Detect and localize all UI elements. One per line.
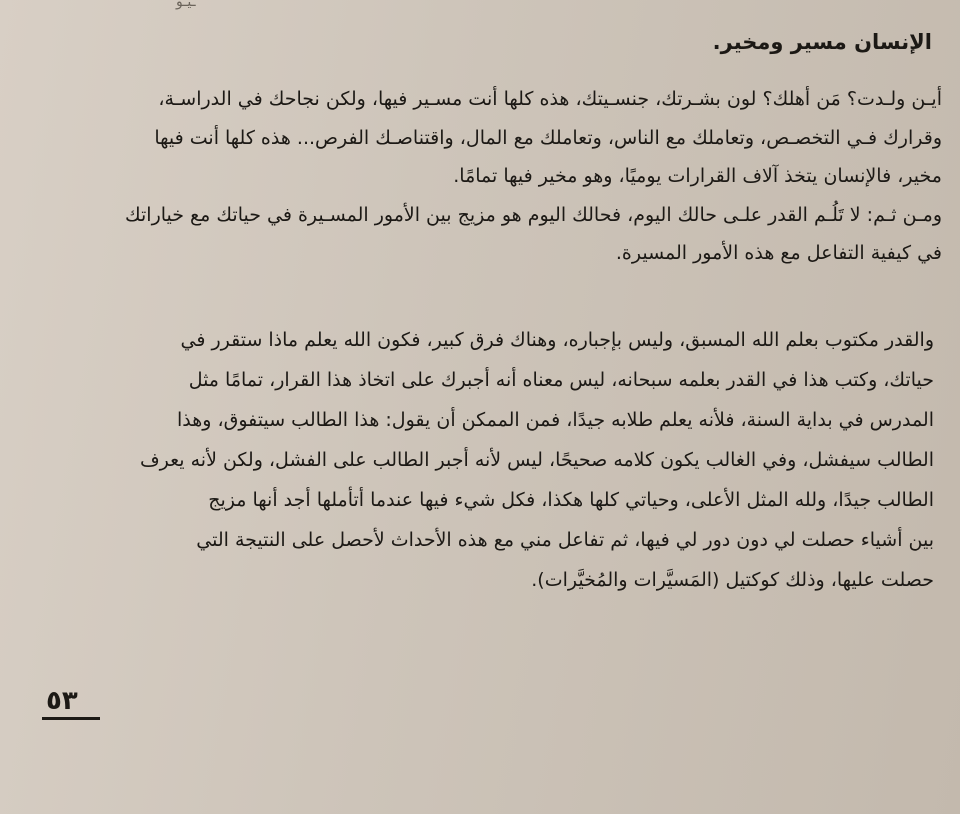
- text-line: في كيفية التفاعل مع هذه الأمور المسيرة.: [615, 242, 942, 264]
- text-line: الطالب جيدًا، ولله المثل الأعلى، وحياتي كلها هكذا، فكل شيء فيها عندما أتأملها أجد أنها مزيج: [208, 489, 934, 511]
- text-line: الطالب سيفشل، وفي الغالب يكون كلامه صحيحًا، ليس لأنه أجبر الطالب على الفشل، ولكن لأنه يعرف: [139, 449, 934, 471]
- text-line: المدرس في بداية السنة، فلأنه يعلم طلابه جيدًا، فمن الممكن أن يقول: هذا الطالب سيتفوق، وهذا: [176, 409, 934, 431]
- text-line: بين أشياء حصلت لي دون دور لي فيها، ثم تفاعل مني مع هذه الأحداث لأحصل على النتيجة التي: [196, 529, 934, 551]
- text-line: وقرارك فـي التخصـص، وتعاملك مع الناس، وتعاملك مع المال، واقتناصـك الفرص... هذه كلها أنت فيها: [154, 126, 942, 149]
- text-line: أيـن ولـدت؟ مَن أهلك؟ لون بشـرتك، جنسـيتك، هذه كلها أنت مسـير فيها، ولكن نجاحك في الدراسـة،: [158, 88, 942, 110]
- page-number-underline: [42, 717, 100, 720]
- paragraph-1: [27, 80, 942, 273]
- text-line: حياتك، وكتب هذا في القدر بعلمه سبحانه، ليس معناه أنه أجبرك على اتخاذ هذا القرار، تمامًا مثل: [188, 369, 934, 391]
- text-line: مخير، فالإنسان يتخذ آلاف القرارات يوميًا، وهو مخير فيها تمامًا.: [453, 165, 942, 187]
- section-title: الإنسان مسير ومخير.: [712, 30, 932, 54]
- paragraph-2: [32, 320, 934, 600]
- text-line: والقدر مكتوب بعلم الله المسبق، وليس بإجباره، وهناك فرق كبير، فكون الله يعلم ماذا ستقرر في: [180, 329, 934, 351]
- previous-line-fragment: ـيـو: [176, 0, 196, 10]
- text-line: حصلت عليها، وذلك كوكتيل (المَسيَّرات والمُخيَّرات).: [531, 569, 934, 591]
- page-number: ٥٣: [46, 686, 78, 716]
- text-line: ومـن ثـم: لا تَلُـم القدر علـى حالك اليوم، فحالك اليوم هو مزيج بين الأمور المسـيرة في حياتك مع خياراتك: [125, 203, 942, 226]
